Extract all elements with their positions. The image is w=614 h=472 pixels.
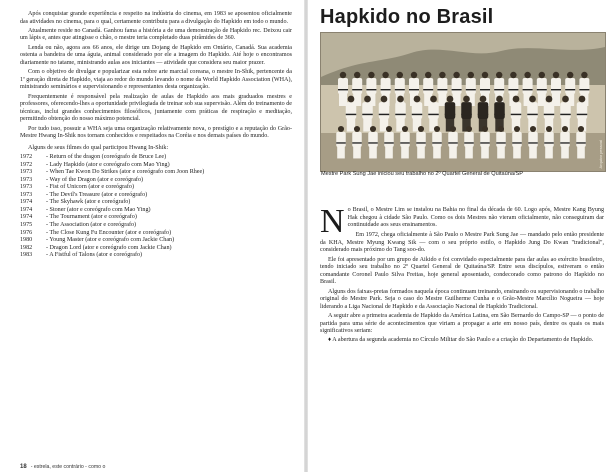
right-page bbox=[307, 0, 614, 472]
film-year: 1973 bbox=[20, 184, 33, 191]
paragraph: Por tudo isso, possuir a WHA seja uma organização relativamente nova, o prestígio e a reputação do Grão-Mestre Hwang In-Shik nos tornam conhecidos e respeitados na Coréia e nos demais países do mundo. bbox=[20, 125, 292, 140]
film-year: 1974 bbox=[20, 199, 33, 206]
article-title: Hapkido no Brasil bbox=[320, 6, 494, 28]
photo-credit: Arquivo pessoal bbox=[598, 139, 603, 168]
film-year: 1972 bbox=[20, 161, 33, 168]
film-title: - The Devil's Treasure (ator e coreógrafo) bbox=[46, 191, 148, 198]
page-footer bbox=[20, 464, 105, 470]
film-title: - Dragon Lord (ator e coreógrafo com Jackie Chan) bbox=[46, 244, 172, 251]
film-item bbox=[20, 222, 292, 230]
left-body-text bbox=[20, 11, 292, 260]
film-title: - Fist of Unicorn (ator e coreógrafo) bbox=[46, 184, 134, 191]
paragraph: Com o objetivo de divulgar e popularizar esta nobre arte marcial coreana, o mestre In-Shik, pertencente da 1ª geração direta de Hapkido, viaja ao redor do mundo levando o nome da World Hapkido Association (WHA), ministrando seminários e supervisionando e representantes desta organização. bbox=[20, 69, 292, 91]
paragraph: Ele foi apresentado por um grupo de Aikido e foi convidado especialmente para dar aulas ao exército brasileiro, tendo iniciado seu trabalho no 2º Quartel General de Quitaúna/SP. Entre seus discípulos, estiveram o então comandante Coronel Paulo Silva Freitas, hoje general aposentado, condecorado como patrono do Hapkido no Brasil. bbox=[320, 256, 604, 286]
paragraph: A seguir abre a primeira academia de Hapkido da América Latina, em São Bernardo do Campo-SP — o ponto de partida para uma série de acontecimentos que viriam a propagar a arte em nosso país, dentre os quais os mais significativos seriam: bbox=[320, 313, 604, 335]
film-year: 1975 bbox=[20, 222, 33, 228]
drop-cap: N bbox=[320, 203, 345, 240]
film-year: 1973 bbox=[20, 176, 33, 183]
group-photo bbox=[320, 32, 606, 172]
film-year: 1974 bbox=[20, 214, 33, 221]
paragraph: Frequentemente é responsável pela realização de aulas de Hapkido aos mais graduados mestres e professores, oferecendo-lhes a oportunidade privilegiada de treinar sob sua supervisão. Além do treinamento de técnicas, inclui grandes conhecimentos filosóficos, juntamente com práticas de respiração e meditação, permitindo obtenção do nosso máximo potencial. bbox=[20, 93, 292, 123]
page-number: 18 bbox=[20, 464, 27, 470]
film-year: 1983 bbox=[20, 252, 33, 259]
paragraph: Atualmente reside no Canadá. Ganhou fama a história a de uma demonstração de Hapkido rec. Deixou cair um lápis e, antes que atingisse o chão, o mestre teria completado duas pirâmides de 360. bbox=[20, 27, 292, 42]
footer-text: - estrela, este contrário - como o bbox=[30, 464, 106, 470]
lead-text: o Brasil, o Mestre Lim se instalou na Bahia no final da década de 60. Logo após, Mestre Kang Byung Hak chegou à cidade São Paulo. Como os dois Mestres não vieram oficialmente, não conseguiram dar continuidade aos seus ensinamentos. bbox=[347, 207, 604, 229]
film-title: - The Close Kung Fu Encounter (ator e coreógrafo) bbox=[46, 229, 172, 236]
film-year: 1982 bbox=[20, 244, 33, 251]
film-title: - The Tournament (ator e coreógrafo) bbox=[46, 214, 137, 221]
film-item bbox=[20, 154, 292, 162]
paragraph: ♦ A abertura da segunda academia no Círculo Militar do São Paulo e a criação do Departamento de Hapkido. bbox=[328, 337, 594, 344]
film-item bbox=[20, 199, 292, 207]
film-title: - Stoner (ator e coreógrafo com Mao Ying) bbox=[46, 206, 151, 213]
film-year: 1972 bbox=[20, 154, 33, 161]
film-title: - When Tae Kwon Do Strikes (ator e coreógrafo com Joon Rhee) bbox=[46, 169, 205, 176]
film-year: 1980 bbox=[20, 237, 33, 244]
film-title: - A Fistful of Talons (ator e coreógrafo) bbox=[46, 252, 143, 259]
film-title: - Lady Hapkido (ator e coreógrafo com Mao Ying) bbox=[46, 161, 170, 168]
paragraph: Alguns dos faixas-pretas formados naquela época continuam treinando, ensinando ou supervisionando o trabalho original do Mestre Park. Seja o caso do Mestre Guilherme Cunha e o Grão-Mestre Marcílio Nogueira — hoje liderando a Liga Nacional de Hapkido e da Associação Nacional de Hapkido Tradicional. bbox=[320, 288, 604, 310]
film-item bbox=[20, 230, 292, 238]
films-intro: Alguns de seus filmes do qual participou Hwang In-Shik: bbox=[28, 144, 169, 151]
film-title: - The Association (ator e coreógrafo) bbox=[46, 222, 137, 228]
film-title: - Young Master (ator e coreógrafo com Jackie Chan) bbox=[46, 237, 175, 244]
lead-paragraph bbox=[320, 203, 604, 240]
film-year: 1976 bbox=[20, 229, 33, 236]
paragraph: Após conquistar grande experiência e respeito na indústria do cinema, em 1983 se aposentou oficialmente das atividades no cinema, para o qual, certamente contribuiu para a divulgação do Hapkido em todo o mundo. bbox=[20, 11, 292, 25]
film-title: - Way of the Dragon (ator e coreógrafo) bbox=[46, 176, 144, 183]
photo-caption: Mestre Park Sung Jae iniciou seu trabalho no 2º Quartel General de Quitaúna/SP bbox=[321, 171, 523, 177]
film-title: - Return of the dragon (coreógrafo de Bruce Lee) bbox=[46, 154, 167, 161]
film-item bbox=[20, 169, 292, 177]
paragraph: Lenda ou não, agora aos 66 anos, ele dirige um Dojang de Hapkido em Ontário, Canadá. Sua academia ostenta a bandeira de uma águia, animal considerado por ele a imagem do Hapkido. Até hoje o encontramos diariamente no tatame, ministrando aulas aos iniciantes — atividade que considera seu maior prazer. bbox=[20, 44, 292, 66]
film-year: 1974 bbox=[20, 206, 33, 213]
right-body-text bbox=[320, 203, 604, 347]
films-list bbox=[20, 154, 292, 260]
group-photo-illustration bbox=[321, 33, 605, 171]
film-item bbox=[20, 184, 292, 192]
film-year: 1973 bbox=[20, 169, 33, 176]
film-item bbox=[20, 252, 292, 260]
film-item bbox=[20, 237, 292, 245]
film-title: - The Skyhawk (ator e coreógrafo) bbox=[46, 199, 131, 206]
film-item bbox=[20, 214, 292, 222]
paragraph: Em 1972, chega oficialmente à São Paulo o Mestre Park Sung Jae — mandado pelo então presidente da KHA, Mestre Myung Kwang Sik — com o seu próprio estilo, o Hapkido Jung Do Kwan "tradicional", considerado mais próximo do Tang soo-do. bbox=[320, 232, 604, 254]
film-year: 1973 bbox=[20, 191, 33, 198]
